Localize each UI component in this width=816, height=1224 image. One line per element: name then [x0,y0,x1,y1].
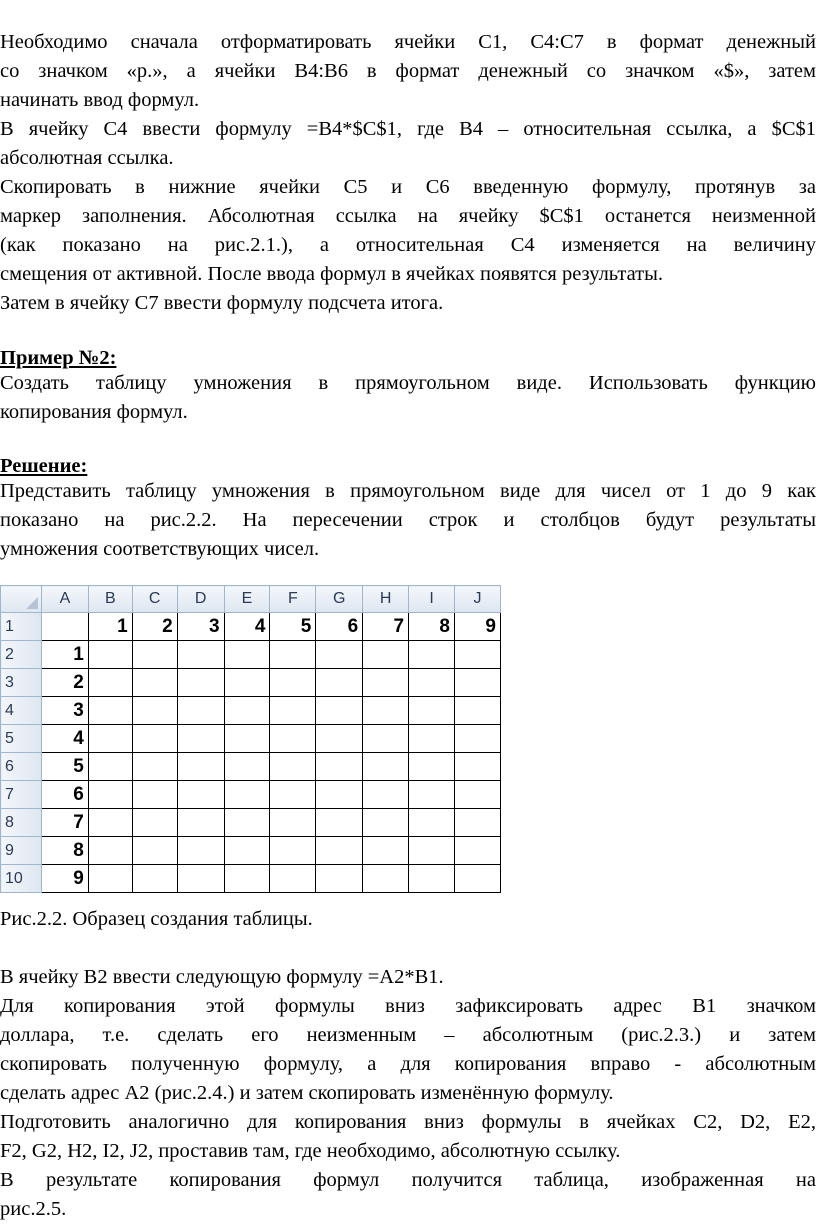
cell-d7[interactable] [177,781,224,809]
cell-g10[interactable] [316,865,363,893]
heading-solution: Решение: [0,455,88,477]
cell-d5[interactable] [177,725,224,753]
cell-i7[interactable] [409,781,455,809]
cell-e5[interactable] [224,725,270,753]
cell-a3[interactable]: 2 [41,669,88,697]
text-line: рис.2.5. [0,1198,67,1220]
cell-b8[interactable] [88,809,132,837]
table-row [1,697,501,725]
select-all-icon [26,597,38,609]
cell-f8[interactable] [270,809,316,837]
cell-c5[interactable] [132,725,177,753]
paragraph-formula-b2 [0,963,816,992]
cell-a6[interactable]: 5 [41,753,88,781]
text-line: сделать адрес A2 (рис.2.4.) и затем скопировать изменённую формулу. [0,1082,614,1104]
text-line: со значком «р.», а ячейки B4:B6 в формат денежный со значком «$», затем [0,60,816,82]
text-line: доллара, т.е. сделать его неизменным – абсолютным (рис.2.3.) и затем [0,1024,816,1046]
column-header-e[interactable]: E [224,586,270,613]
table-row [1,865,501,893]
text-line: начинать ввод формул. [0,89,200,111]
column-header-a[interactable]: A [41,586,88,613]
cell-b5[interactable] [88,725,132,753]
cell-j8[interactable] [455,809,501,837]
text-line: Подготовить аналогично для копирования вниз формулы в ячейках C2, D2, E2, [0,1111,816,1133]
text-line: Представить таблицу умножения в прямоугольном виде для чисел от 1 до 9 как [0,480,816,502]
cell-f7[interactable] [270,781,316,809]
text-line: F2, G2, H2, I2, J2, проставив там, где необходимо, абсолютную ссылку. [0,1140,621,1162]
cell-h6[interactable] [363,753,409,781]
cell-a4[interactable]: 3 [41,697,88,725]
table-row [1,837,501,865]
table-row [1,613,501,641]
cell-h2[interactable] [363,641,409,669]
cell-g3[interactable] [316,669,363,697]
text-line: (как показано на рис.2.1.), а относительная С4 изменяется на величину [0,234,816,256]
column-header-c[interactable]: C [132,586,177,613]
cell-d6[interactable] [177,753,224,781]
select-all-corner[interactable] [1,586,42,613]
cell-e2[interactable] [224,641,270,669]
text-line: В ячейку С4 ввести формулу =B4*$C$1, где B4 – относительная ссылка, а $C$1 [0,118,816,140]
cell-e9[interactable] [224,837,270,865]
cell-d9[interactable] [177,837,224,865]
cell-b2[interactable] [88,641,132,669]
figure-caption: Рис.2.2. Образец создания таблицы. [0,908,313,930]
cell-j6[interactable] [455,753,501,781]
spreadsheet-figure [0,585,501,907]
cell-j1[interactable]: 9 [455,613,501,641]
cell-g6[interactable] [316,753,363,781]
cell-c4[interactable] [132,697,177,725]
text-line: скопировать полученную формулу, а для копирования вправо - абсолютным [0,1053,816,1075]
table-row [1,641,501,669]
cell-i2[interactable] [409,641,455,669]
cell-i3[interactable] [409,669,455,697]
cell-h8[interactable] [363,809,409,837]
cell-e6[interactable] [224,753,270,781]
row-header[interactable]: 9 [1,837,42,865]
cell-b4[interactable] [88,697,132,725]
cell-c8[interactable] [132,809,177,837]
paragraph-total-formula [0,289,816,318]
cell-a1[interactable] [41,613,88,641]
cell-i4[interactable] [409,697,455,725]
paragraph-solution-intro [0,477,816,564]
cell-b7[interactable] [88,781,132,809]
paragraph-formula-c4 [0,115,816,173]
cell-g9[interactable] [316,837,363,865]
cell-d4[interactable] [177,697,224,725]
cell-c3[interactable] [132,669,177,697]
column-header-h[interactable]: H [363,586,409,613]
cell-d8[interactable] [177,809,224,837]
cell-g5[interactable] [316,725,363,753]
text-line: В ячейку B2 ввести следующую формулу =A2*B1. [0,966,444,988]
cell-f5[interactable] [270,725,316,753]
cell-f2[interactable] [270,641,316,669]
cell-g7[interactable] [316,781,363,809]
cell-b3[interactable] [88,669,132,697]
cell-a8[interactable]: 7 [41,809,88,837]
heading-example-2: Пример №2: [0,347,117,369]
cell-g2[interactable] [316,641,363,669]
text-line: копирования формул. [0,401,188,423]
cell-d10[interactable] [177,865,224,893]
cell-d3[interactable] [177,669,224,697]
cell-i10[interactable] [409,865,455,893]
cell-a9[interactable]: 8 [41,837,88,865]
cell-j7[interactable] [455,781,501,809]
cell-j2[interactable] [455,641,501,669]
cell-a10[interactable]: 9 [41,865,88,893]
cell-e10[interactable] [224,865,270,893]
paragraph-task [0,369,816,427]
text-line: Создать таблицу умножения в прямоугольном виде. Использовать функцию [0,372,816,394]
cell-f6[interactable] [270,753,316,781]
cell-h1[interactable]: 7 [363,613,409,641]
cell-c10[interactable] [132,865,177,893]
cell-h9[interactable] [363,837,409,865]
cell-b10[interactable] [88,865,132,893]
cell-a7[interactable]: 6 [41,781,88,809]
cell-j9[interactable] [455,837,501,865]
row-header[interactable]: 1 [1,613,42,641]
cell-d1[interactable]: 3 [177,613,224,641]
cell-h10[interactable] [363,865,409,893]
text-line: В результате копирования формул получится таблица, изображенная на [0,1169,816,1191]
text-line: абсолютная ссылка. [0,147,174,169]
cell-e8[interactable] [224,809,270,837]
column-header-g[interactable]: G [316,586,363,613]
row-header[interactable]: 5 [1,725,42,753]
cell-j10[interactable] [455,865,501,893]
paragraph-copy-formula [0,173,816,289]
row-header[interactable]: 7 [1,781,42,809]
table-row [1,753,501,781]
cell-h4[interactable] [363,697,409,725]
text-line: смещения от активной. После ввода формул в ячейках появятся результаты. [0,263,663,285]
text-line: Для копирования этой формулы вниз зафиксировать адрес B1 значком [0,995,816,1017]
cell-i9[interactable] [409,837,455,865]
cell-j5[interactable] [455,725,501,753]
column-header-row [1,586,501,613]
column-header-j[interactable]: J [455,586,501,613]
cell-e1[interactable]: 4 [224,613,270,641]
cell-j3[interactable] [455,669,501,697]
text-line: умножения соответствующих чисел. [0,538,320,560]
cell-e7[interactable] [224,781,270,809]
cell-h5[interactable] [363,725,409,753]
row-header[interactable]: 10 [1,865,42,893]
table-row [1,669,501,697]
text-line: маркер заполнения. Абсолютная ссылка на ячейку $C$1 останется неизменной [0,205,816,227]
cell-a2[interactable]: 1 [41,641,88,669]
cell-i8[interactable] [409,809,455,837]
cell-e3[interactable] [224,669,270,697]
cell-f10[interactable] [270,865,316,893]
row-header[interactable]: 3 [1,669,42,697]
cell-h7[interactable] [363,781,409,809]
column-header-b[interactable]: B [88,586,132,613]
cell-g8[interactable] [316,809,363,837]
text-line: Затем в ячейку С7 ввести формулу подсчета итога. [0,292,444,314]
column-header-d[interactable]: D [177,586,224,613]
cell-f3[interactable] [270,669,316,697]
table-row [1,781,501,809]
paragraph-prepare-similar [0,1108,816,1166]
column-header-f[interactable]: F [270,586,316,613]
cell-a5[interactable]: 4 [41,725,88,753]
cell-j4[interactable] [455,697,501,725]
cell-b6[interactable] [88,753,132,781]
cell-f4[interactable] [270,697,316,725]
column-header-i[interactable]: I [409,586,455,613]
cell-d2[interactable] [177,641,224,669]
cell-c2[interactable] [132,641,177,669]
paragraph-copy-down [0,992,816,1108]
row-header[interactable]: 2 [1,641,42,669]
cell-b9[interactable] [88,837,132,865]
cell-e4[interactable] [224,697,270,725]
cell-c6[interactable] [132,753,177,781]
row-header[interactable]: 4 [1,697,42,725]
cell-f9[interactable] [270,837,316,865]
text-line: Необходимо сначала отформатировать ячейки C1, C4:C7 в формат денежный [0,31,816,53]
row-header[interactable]: 8 [1,809,42,837]
cell-i6[interactable] [409,753,455,781]
paragraph-format-cells [0,28,816,115]
cell-h3[interactable] [363,669,409,697]
table-row [1,809,501,837]
cell-f1[interactable]: 5 [270,613,316,641]
text-line: показано на рис.2.2. На пересечении строк и столбцов будут результаты [0,509,816,531]
cell-i1[interactable]: 8 [409,613,455,641]
cell-g4[interactable] [316,697,363,725]
paragraph-result [0,1166,816,1224]
text-line: Скопировать в нижние ячейки С5 и С6 введенную формулу, протянув за [0,176,816,198]
cell-c1[interactable]: 2 [132,613,177,641]
cell-i5[interactable] [409,725,455,753]
row-header[interactable]: 6 [1,753,42,781]
table-row [1,725,501,753]
cell-c9[interactable] [132,837,177,865]
cell-g1[interactable]: 6 [316,613,363,641]
cell-b1[interactable]: 1 [88,613,132,641]
multiplication-grid [0,585,501,893]
cell-c7[interactable] [132,781,177,809]
